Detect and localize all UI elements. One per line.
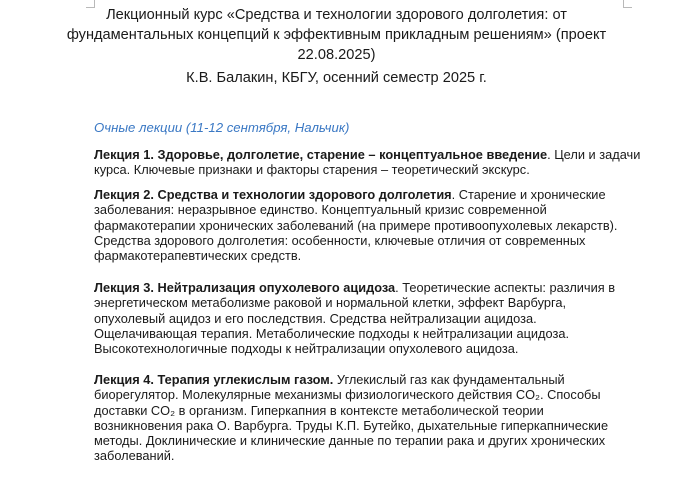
lecture-text: энергетическом метаболизме раковой и нормальной клетки, эффект Варбурга, [94,295,566,311]
session-label: Очные лекции (11-12 сентября, Нальчик) [94,120,350,135]
lecture-2: Лекция 2. Средства и технологии здорового долголетия. Старение и хронические заболевания: неразрывное единство. Концептуальный кризис современной фармакотерапии хронических заболеваний (на примере противоопухолевых лекарств). Средства здорового долголетия: особенности, ключевые отличия от современных фармакотерапевтических средств. [94,187,618,264]
lecture-text: заболевания: неразрывное единство. Концептуальный кризис современной [94,202,547,218]
lecture-4 [94,372,644,464]
lecture-text: Высокотехнологичные подходы к нейтрализации опухолевого ацидоза. [94,341,519,357]
lecture-title: Лекция 1. Здоровье, долголетие, старение – концептуальное введение [94,147,548,162]
course-title-line: Лекционный курс «Средства и технологии здорового долголетия: от [106,7,567,23]
lecture-title: Лекция 3. Нейтрализация опухолевого ацидоза [94,280,396,295]
lecture-title: Лекция 4. Терапия углекислым газом. [94,372,334,387]
lecture-text: Ощелачивающая терапия. Метаболические подходы к нейтрализации ацидоза. [94,325,570,341]
course-title-line: фундаментальных концепций к эффективным прикладным решениям» (проект [66,27,607,43]
lecture-text: биорегулятор. Молекулярные механизмы физиологического действия CO₂. Способы [94,387,601,403]
lecture-text: Средства здорового долголетия: особенности, ключевые отличия от современных [94,232,586,248]
author-line: К.В. Балакин, КБГУ, осенний семестр 2025 г. [186,70,487,86]
lecture-text: Цели и задачи [554,147,641,162]
lecture-text: фармакотерапии хронических заболеваний (на примере противоопухолевых лекарств). [94,217,618,233]
lecture-text: методы. Доклинические и клинические данные по терапии рака и других хронических [94,433,606,449]
lecture-text: Теоретические аспекты: различия в [402,280,616,295]
lecture-text: фармакотерапевтических средств. [94,248,302,264]
lecture-text: Углекислый газ как фундаментальный [336,372,565,387]
lecture-text: опухолевый ацидоз и его последствия. Средства нейтрализации ацидоза. [94,310,537,326]
course-title [0,5,673,65]
lecture-1: Лекция 1. Здоровье, долголетие, старение – концептуальное введение. Цели и задачи курса. Ключевые признаки и факторы старения – теоретический экскурс. [94,147,641,178]
lecture-title: Лекция 2. Средства и технологии здорового долголетия [94,187,452,202]
lecture-text: курса. Ключевые признаки и факторы старения – теоретический экскурс. [94,162,530,178]
lecture-text: возникновения рака О. Варбурга. Труды К.П. Бутейко, дыхательные гиперкапнические [94,417,609,433]
lecture-text: заболеваний. [94,448,175,464]
lecture-text: доставки CO₂ в организм. Гиперкапния в контексте метаболической теории [94,402,544,418]
lecture-3: Лекция 3. Нейтрализация опухолевого ацидоза. Теоретические аспекты: различия в энергетическом метаболизме раковой и нормальной клетки, эффект Варбурга, опухолевый ацидоз и его последствия. Средства нейтрализации ацидоза. Ощелачивающая терапия. Метаболические подходы к нейтрализации ацидоза. Высокотехнологичные подходы к нейтрализации опухолевого ацидоза. [94,280,616,357]
course-title-line: 22.08.2025) [297,47,376,63]
lecture-text: Старение и хронические [458,187,606,202]
